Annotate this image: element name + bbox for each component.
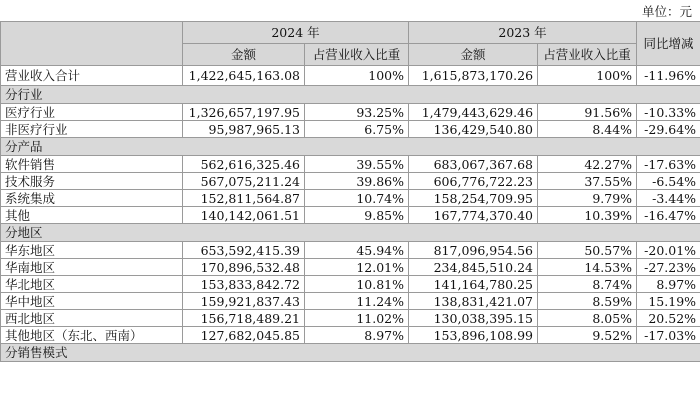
header-share-2024: 占营业收入比重 [305,44,409,66]
table-row [1,276,700,293]
share-2024-cell: 45.94% [305,242,409,259]
section-title: 分行业 [1,86,700,104]
table-row [1,104,700,121]
row-label: 华中地区 [1,293,183,310]
yoy-cell: -16.47% [637,207,700,224]
total-label: 营业收入合计 [1,66,183,86]
row-label: 其他 [1,207,183,224]
share-2024-cell: 11.02% [305,310,409,327]
row-label: 非医疗行业 [1,121,183,138]
table-row [1,242,700,259]
share-2024-cell: 6.75% [305,121,409,138]
share-2023-cell: 8.44% [538,121,637,138]
unit-label: 单位：元 [641,4,692,19]
yoy-cell: 15.19% [637,293,700,310]
amount-2024-cell: 140,142,061.51 [183,207,305,224]
section-title: 分产品 [1,138,700,156]
share-2023-cell: 42.27% [538,156,637,173]
share-2024-cell: 93.25% [305,104,409,121]
amount-2023-cell: 817,096,954.56 [409,242,538,259]
header-year-2023: 2023 年 [409,22,637,44]
table-row [1,310,700,327]
header-amount-2023: 金额 [409,44,538,66]
amount-2024-cell: 156,718,489.21 [183,310,305,327]
share-2024-cell: 12.01% [305,259,409,276]
amount-2023-cell: 167,774,370.40 [409,207,538,224]
share-2023-cell: 91.56% [538,104,637,121]
amount-2024-cell: 170,896,532.48 [183,259,305,276]
total-amount-2024: 1,422,645,163.08 [183,66,305,86]
amount-2024-cell: 95,987,965.13 [183,121,305,138]
table-row [1,173,700,190]
amount-2024-cell: 152,811,564.87 [183,190,305,207]
amount-2024-cell: 159,921,837.43 [183,293,305,310]
section-title: 分销售模式 [1,344,700,362]
share-2024-cell: 9.85% [305,207,409,224]
table-row [1,207,700,224]
amount-2024-cell: 153,833,842.72 [183,276,305,293]
row-label: 技术服务 [1,173,183,190]
header-row-years [1,22,700,44]
share-2024-cell: 11.24% [305,293,409,310]
total-row [1,66,700,86]
table-row [1,190,700,207]
share-2023-cell: 50.57% [538,242,637,259]
share-2024-cell: 39.86% [305,173,409,190]
share-2023-cell: 8.05% [538,310,637,327]
yoy-cell: -29.64% [637,121,700,138]
row-label: 华南地区 [1,259,183,276]
amount-2023-cell: 136,429,540.80 [409,121,538,138]
row-label: 医疗行业 [1,104,183,121]
section-header-row [1,138,700,156]
share-2023-cell: 37.55% [538,173,637,190]
share-2024-cell: 8.97% [305,327,409,344]
amount-2024-cell: 653,592,415.39 [183,242,305,259]
yoy-cell: -6.54% [637,173,700,190]
table-row [1,293,700,310]
table-row [1,327,700,344]
share-2023-cell: 9.79% [538,190,637,207]
total-yoy: -11.96% [637,66,700,86]
total-amount-2023: 1,615,873,170.26 [409,66,538,86]
amount-2024-cell: 127,682,045.85 [183,327,305,344]
row-label: 华北地区 [1,276,183,293]
section-title: 分地区 [1,224,700,242]
section-header-row [1,224,700,242]
share-2023-cell: 10.39% [538,207,637,224]
amount-2023-cell: 234,845,510.24 [409,259,538,276]
amount-2024-cell: 562,616,325.46 [183,156,305,173]
amount-2023-cell: 683,067,367.68 [409,156,538,173]
amount-2023-cell: 141,164,780.25 [409,276,538,293]
amount-2023-cell: 153,896,108.99 [409,327,538,344]
amount-2023-cell: 158,254,709.95 [409,190,538,207]
header-share-2023: 占营业收入比重 [538,44,637,66]
total-share-2023: 100% [538,66,637,86]
yoy-cell: -20.01% [637,242,700,259]
share-2023-cell: 8.59% [538,293,637,310]
table-row [1,259,700,276]
header-year-2024: 2024 年 [183,22,409,44]
section-header-row [1,86,700,104]
yoy-cell: -17.63% [637,156,700,173]
share-2023-cell: 9.52% [538,327,637,344]
amount-2023-cell: 1,479,443,629.46 [409,104,538,121]
yoy-cell: 20.52% [637,310,700,327]
revenue-table [0,21,700,362]
amount-2024-cell: 567,075,211.24 [183,173,305,190]
yoy-cell: -17.03% [637,327,700,344]
amount-2024-cell: 1,326,657,197.95 [183,104,305,121]
header-yoy: 同比增减 [637,22,700,66]
table-row [1,156,700,173]
share-2024-cell: 10.81% [305,276,409,293]
share-2023-cell: 8.74% [538,276,637,293]
table-row [1,121,700,138]
share-2024-cell: 10.74% [305,190,409,207]
row-label: 系统集成 [1,190,183,207]
share-2024-cell: 39.55% [305,156,409,173]
share-2023-cell: 14.53% [538,259,637,276]
row-label: 华东地区 [1,242,183,259]
yoy-cell: 8.97% [637,276,700,293]
total-share-2024: 100% [305,66,409,86]
row-label: 软件销售 [1,156,183,173]
section-header-row [1,344,700,362]
yoy-cell: -3.44% [637,190,700,207]
header-blank-cell [1,22,183,66]
amount-2023-cell: 606,776,722.23 [409,173,538,190]
yoy-cell: -27.23% [637,259,700,276]
header-amount-2024: 金额 [183,44,305,66]
amount-2023-cell: 138,831,421.07 [409,293,538,310]
row-label: 西北地区 [1,310,183,327]
table-body [1,66,700,362]
amount-2023-cell: 130,038,395.15 [409,310,538,327]
yoy-cell: -10.33% [637,104,700,121]
row-label: 其他地区（东北、西南） [1,327,183,344]
